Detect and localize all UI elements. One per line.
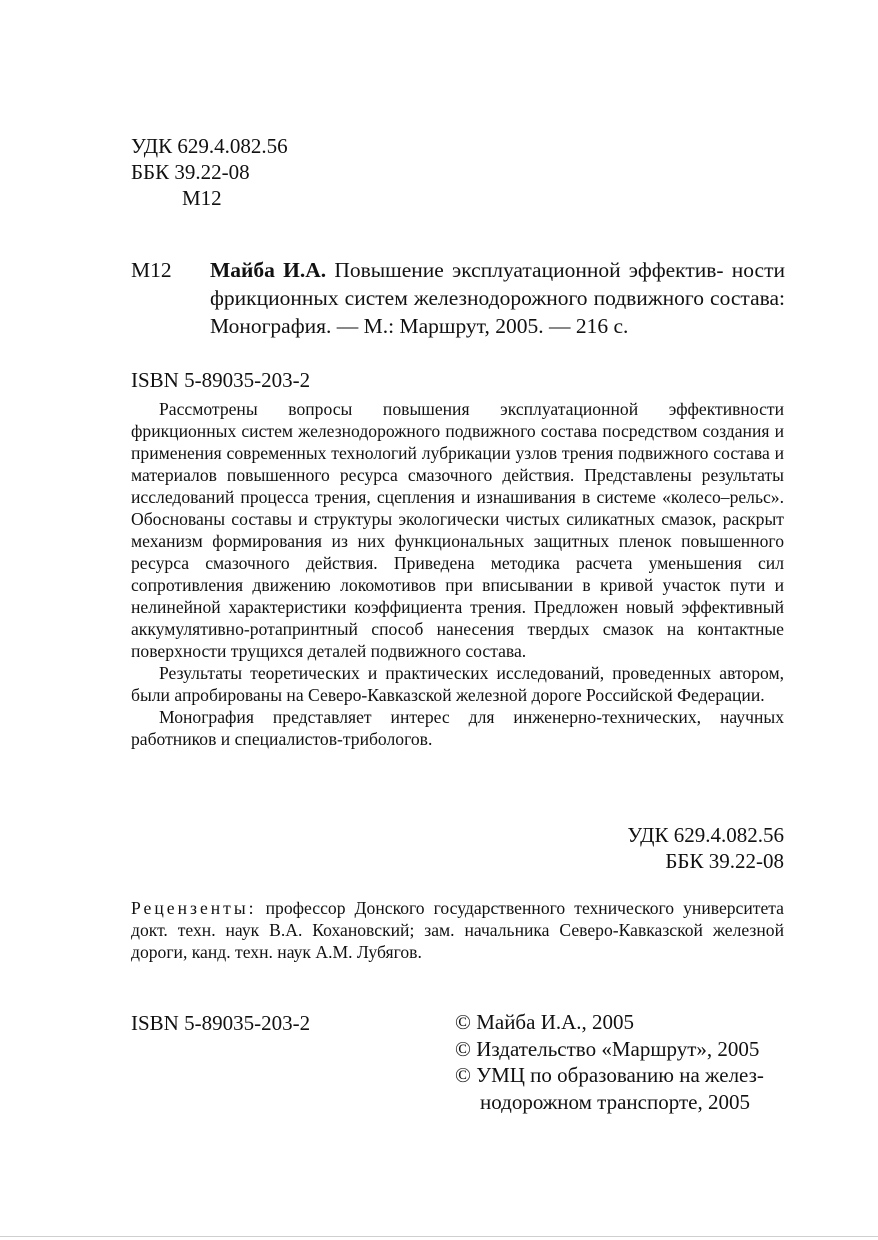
copyright-line: нодорожном транспорте, 2005 (480, 1089, 750, 1114)
bibliographic-description-3: состава: Монография. — М.: Маршрут, 2005. — 216 с. (210, 286, 786, 338)
annotation-paragraph: Результаты теоретических и практических исследований, проведенных автором, были апробированы на Северо-Кавказской железной дороге Российской Федерации. (131, 663, 784, 705)
bbk-code-bottom: ББК 39.22-08 (665, 849, 784, 873)
annotation (131, 398, 784, 750)
isbn-top: ISBN 5-89035-203-2 (131, 368, 311, 392)
bibliographic-description-2: ности фрикционных систем железнодорожного подвижного (210, 258, 785, 310)
author-mark-top: М12 (182, 186, 222, 210)
udk-code-top: УДК 629.4.082.56 (131, 134, 288, 158)
bottom-divider (0, 1236, 878, 1237)
copyright-block (455, 1009, 795, 1115)
reviewers-text: профессор Донского государственного технического университета докт. техн. наук В.А. Кохановский; зам. начальника Северо-Кавказской железной дороги, канд. техн. наук А.М. Лубягов. (131, 898, 784, 962)
udk-code-bottom: УДК 629.4.082.56 (627, 823, 784, 847)
copyright-line: © Майба И.А., 2005 (455, 1010, 635, 1034)
bibliographic-record (210, 256, 785, 340)
annotation-paragraph: Монография представляет интерес для инженерно-технических, научных работников и специалистов-трибологов. (131, 707, 784, 749)
author-mark: М12 (131, 258, 172, 282)
bbk-code-top: ББК 39.22-08 (131, 160, 250, 184)
bibliographic-description-1: Повышение эксплуатационной эффектив- (334, 258, 724, 282)
reviewers-label: Рецензенты: (131, 898, 257, 918)
author-name: Майба И.А. (210, 258, 327, 282)
copyright-line: © УМЦ по образованию на желез- (455, 1063, 764, 1087)
annotation-paragraph: Рассмотрены вопросы повышения эксплуатационной эффективности фрикционных систем железнодорожного подвижного состава посредством создания и применения современных технологий лубрикации узлов трения подвижного состава и материалов повышенного ресурса смазочного действия. Представлены результаты исследований процесса трения, сцепления и изнашивания в системе «колесо–рельс». Обоснованы составы и структуры экологически чистых силикатных смазок, раскрыт механизм формирования из них функциональных защитных пленок повышенного ресурса смазочного действия. Приведена методика расчета уменьшения сил сопротивления движению локомотивов при вписывании в кривой участок пути и нелинейной характеристики коэффициента трения. Предложен новый эффективный аккумулятивно-ротапринтный способ нанесения твердых смазок на контактные поверхности трущихся деталей подвижного состава. (131, 399, 784, 661)
reviewers (131, 897, 784, 963)
copyright-line: © Издательство «Маршрут», 2005 (455, 1036, 760, 1061)
isbn-bottom: ISBN 5-89035-203-2 (131, 1011, 311, 1035)
